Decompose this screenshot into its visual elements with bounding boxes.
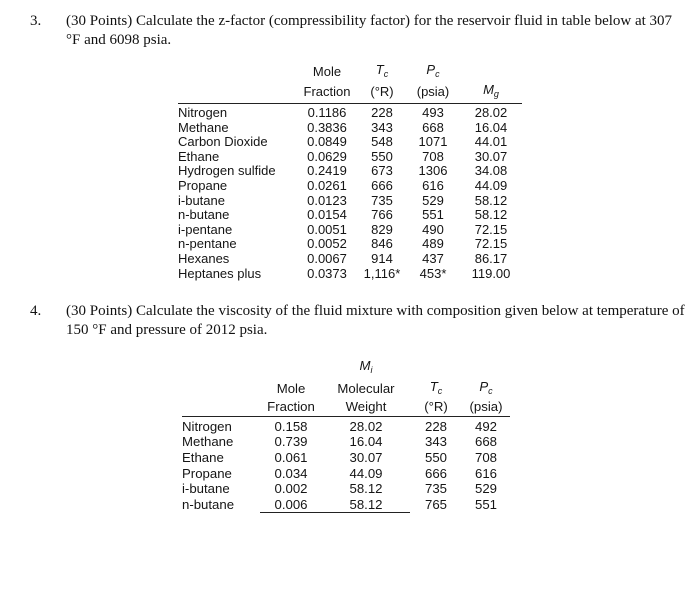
component-name: Propane [182, 465, 232, 481]
mole-fraction-cell: 0.0052 [307, 236, 347, 252]
pc-cell: 529 [474, 481, 497, 497]
tc-cell: 765 [424, 497, 447, 512]
mg-cell: 30.07 [474, 148, 508, 164]
pc-cell: 529 [422, 192, 444, 208]
pc-cell: 708 [474, 449, 497, 465]
table-row [182, 450, 510, 466]
component-name: i-butane [178, 192, 225, 208]
mole-fraction-cell: 0.0123 [307, 192, 347, 208]
tc-cell: 766 [371, 207, 393, 223]
table-row [182, 434, 510, 450]
tc-cell: 228 [371, 105, 393, 120]
table-row [178, 135, 522, 150]
component-name: Nitrogen [178, 105, 228, 120]
pc-cell: 1071 [418, 134, 448, 150]
mw-cell: 58.12 [322, 497, 410, 513]
pc-cell: 453* [419, 265, 447, 281]
pc-cell: 492 [474, 418, 497, 434]
header-mg-symbol: $M_g$ [460, 82, 522, 104]
component-name: Heptanes plus [178, 265, 262, 281]
component-name: Ethane [178, 148, 220, 164]
pc-cell: 708 [422, 148, 444, 164]
pc-cell: 489 [422, 236, 444, 252]
problem-3-number: 3. [30, 13, 42, 29]
tc-cell: 550 [424, 449, 447, 465]
mole-fraction-cell: 0.0051 [307, 221, 347, 237]
table-row [182, 497, 510, 513]
pc-cell: 551 [422, 207, 444, 223]
header-pc-symbol: $P_c$ [479, 378, 493, 396]
tc-cell: 666 [371, 177, 393, 193]
header-pc-unit: (psia) [462, 399, 510, 416]
tc-cell: 735 [371, 192, 393, 208]
mole-fraction-cell: 0.0849 [307, 134, 347, 150]
mw-cell: 58.12 [349, 481, 383, 497]
component-name: i-butane [182, 481, 230, 497]
mw-cell: 44.09 [349, 465, 383, 481]
component-name: i-pentane [178, 221, 233, 237]
header-mw-symbol: $M_i$ [359, 358, 373, 375]
table-row [178, 223, 522, 238]
mole-fraction-cell: 0.2419 [307, 163, 347, 179]
table-row [178, 208, 522, 223]
mg-cell: 86.17 [474, 250, 508, 266]
pc-cell: 1306 [418, 163, 448, 179]
tc-cell: 343 [424, 434, 447, 450]
tc-cell: 829 [371, 221, 393, 237]
component-name: Carbon Dioxide [178, 134, 268, 150]
pc-cell: 437 [422, 250, 444, 266]
mg-cell: 34.08 [474, 163, 508, 179]
mg-cell: 44.01 [474, 134, 508, 150]
tc-cell: 846 [371, 236, 393, 252]
header-mw-line1: Molecular [337, 381, 395, 397]
mole-fraction-cell: 0.158 [274, 418, 308, 434]
tc-cell: 1,116* [363, 265, 401, 281]
table-row [182, 416, 510, 434]
pc-cell: 668 [474, 434, 497, 450]
mole-fraction-cell: 0.0154 [307, 207, 347, 223]
mw-cell: 16.04 [349, 434, 383, 450]
mw-cell: 28.02 [349, 418, 383, 434]
header-tc-unit: (°R) [358, 82, 406, 104]
pc-cell: 490 [422, 221, 444, 237]
pc-cell: 668 [422, 119, 444, 135]
mole-fraction-cell: 0.002 [274, 481, 308, 497]
component-name: Hexanes [178, 250, 230, 266]
table-row [178, 150, 522, 165]
tc-cell: 735 [424, 481, 447, 497]
table-row [182, 466, 510, 482]
pc-cell: 493 [422, 105, 444, 120]
component-name: Propane [178, 177, 228, 193]
component-name: Ethane [182, 449, 224, 465]
mg-cell: 72.15 [474, 221, 508, 237]
component-name: n-butane [178, 207, 230, 223]
mw-cell: 30.07 [349, 449, 383, 465]
mg-cell: 119.00 [471, 265, 511, 281]
header-pc-unit: (psia) [406, 82, 460, 104]
tc-cell: 673 [371, 163, 393, 179]
component-name: Methane [182, 434, 234, 450]
table-row [178, 252, 522, 267]
component-name: Hydrogen sulfide [178, 163, 276, 179]
reservoir-fluid-table [178, 62, 522, 281]
tc-cell: 548 [371, 134, 393, 150]
component-name: Nitrogen [182, 418, 232, 434]
mole-fraction-cell: 0.3836 [307, 119, 347, 135]
component-name: n-butane [182, 497, 235, 512]
mole-fraction-cell: 0.1186 [307, 105, 347, 120]
table-row [178, 267, 522, 282]
mg-cell: 72.15 [474, 236, 508, 252]
mg-cell: 58.12 [474, 192, 508, 208]
tc-cell: 550 [371, 148, 393, 164]
mole-fraction-cell: 0.0067 [307, 250, 347, 266]
mole-fraction-cell: 0.739 [274, 434, 308, 450]
table-row [178, 164, 522, 179]
pc-cell: 616 [474, 465, 497, 481]
table-row [182, 481, 510, 497]
header-mole-line2: Fraction [260, 399, 322, 416]
mole-fraction-cell: 0.061 [274, 449, 308, 465]
mole-fraction-cell: 0.034 [274, 465, 308, 481]
table-row [178, 237, 522, 252]
tc-cell: 343 [371, 119, 393, 135]
header-tc-unit: (°R) [410, 399, 462, 416]
problem-3-text: (30 Points) Calculate the z-factor (compressibility factor) for the reservoir fluid in table below at 307 °F and 6098 psia. [66, 13, 673, 48]
header-pc-symbol: $P_c$ [426, 62, 440, 79]
problem-4-text: (30 Points) Calculate the viscosity of the fluid mixture with composition given below at temperature of 150 °F and pressure of 2012 psia. [66, 303, 685, 338]
mg-cell: 44.09 [474, 177, 508, 193]
component-name: n-pentane [178, 236, 237, 252]
tc-cell: 914 [371, 250, 393, 266]
header-mole-line1: Mole [312, 64, 342, 79]
table-row [178, 104, 522, 121]
mole-fraction-cell: 0.006 [260, 497, 322, 513]
header-tc-symbol: $T_c$ [429, 378, 443, 396]
mg-cell: 16.04 [474, 119, 508, 135]
table-row [178, 194, 522, 209]
problem-4-number: 4. [30, 303, 42, 319]
table-row [178, 121, 522, 136]
pc-cell: 551 [474, 497, 497, 512]
table-row [178, 179, 522, 194]
mole-fraction-cell: 0.0261 [307, 177, 347, 193]
mole-fraction-cell: 0.0629 [307, 148, 347, 164]
mg-cell: 58.12 [474, 207, 508, 223]
pc-cell: 616 [422, 177, 444, 193]
tc-cell: 228 [424, 418, 447, 434]
mg-cell: 28.02 [474, 105, 508, 120]
mixture-composition-table [182, 358, 510, 513]
component-name: Methane [178, 119, 229, 135]
header-mw-line2: Weight [322, 399, 410, 416]
header-mole-line2: Fraction [296, 82, 358, 104]
tc-cell: 666 [424, 465, 447, 481]
header-mole-line1: Mole [276, 381, 306, 397]
mole-fraction-cell: 0.0373 [307, 265, 347, 281]
header-tc-symbol: $T_c$ [375, 62, 389, 79]
